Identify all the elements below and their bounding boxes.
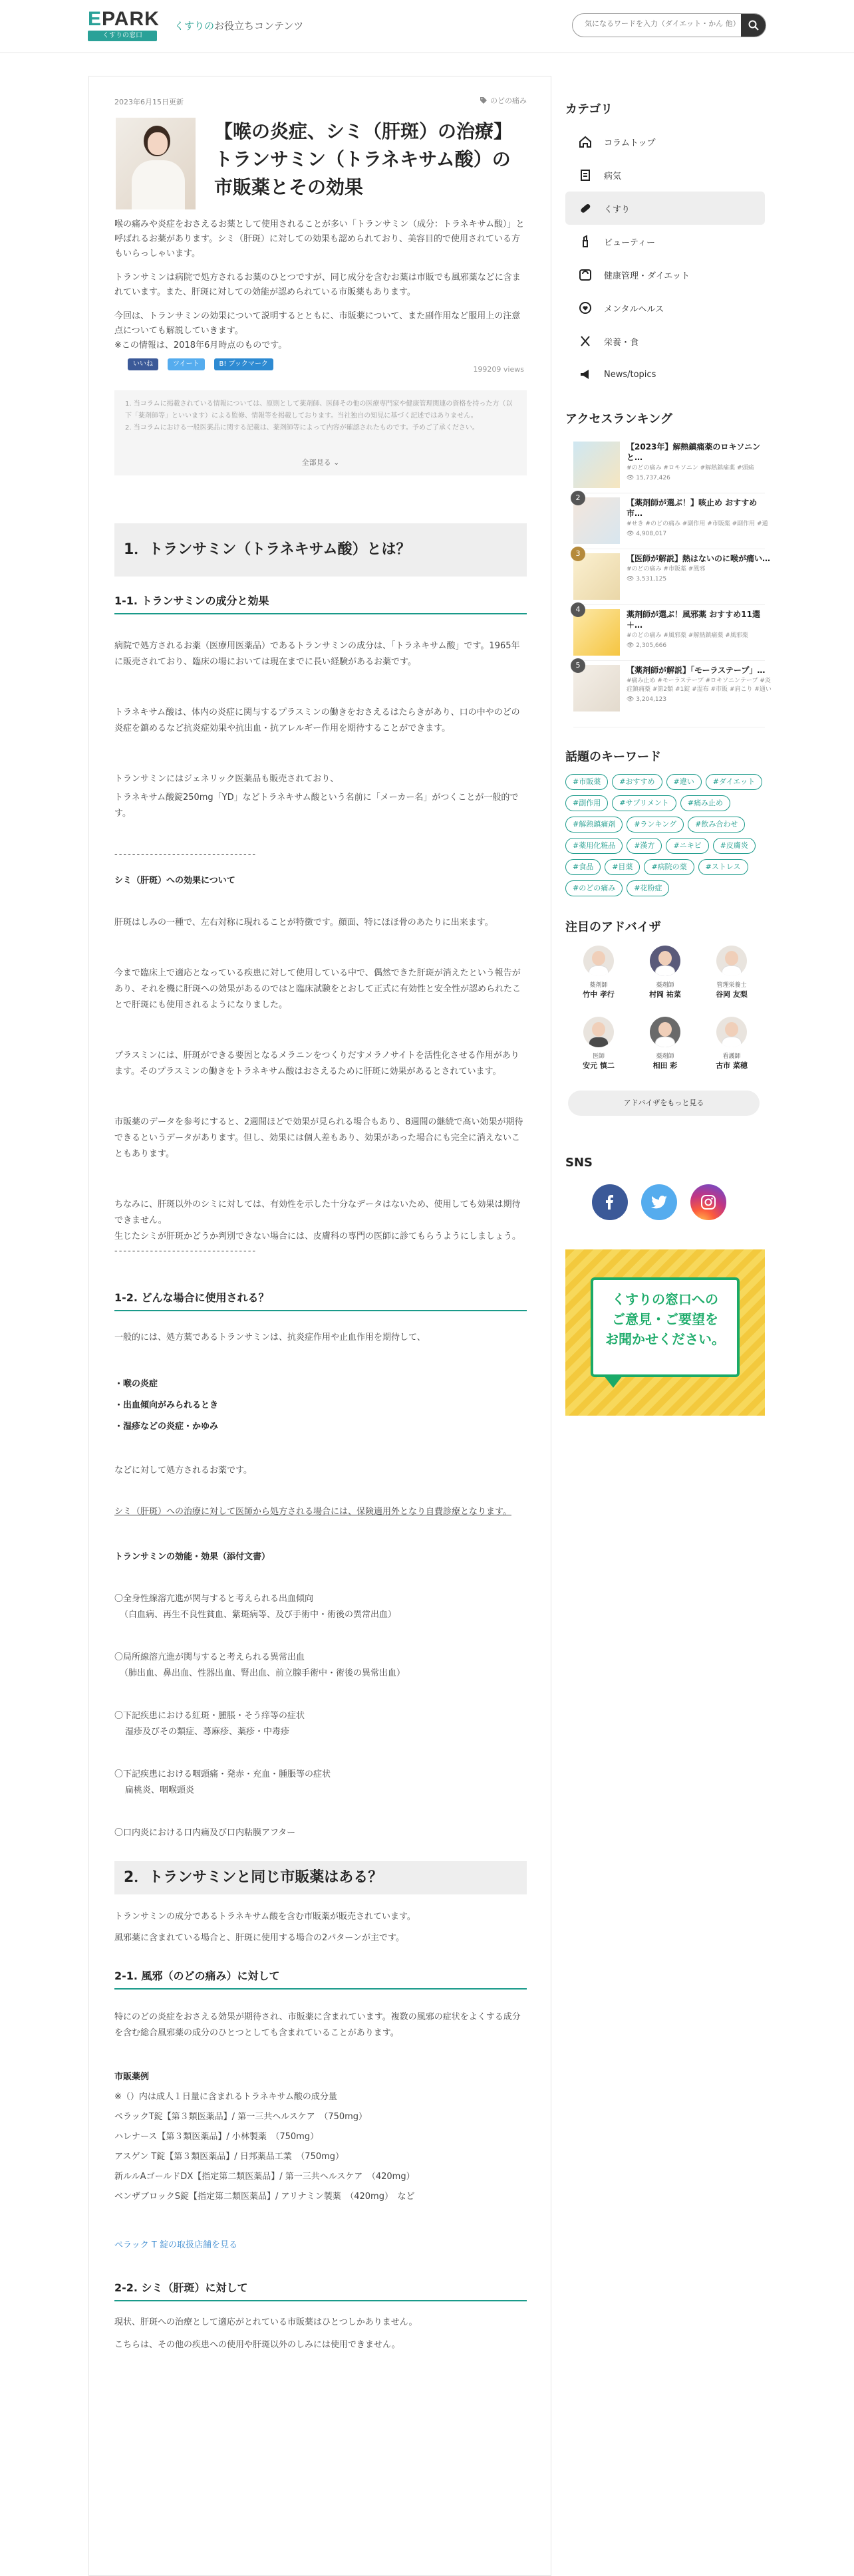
advisor-card[interactable]: 薬剤師 相田 彩 [632, 1017, 698, 1071]
advisor-card[interactable]: 薬剤師 村岡 祐菜 [632, 946, 698, 999]
ranking-title: アクセスランキング [565, 412, 672, 426]
intro-paragraph: トランサミンは病院で処方されるお薬のひとつですが、同じ成分を含むお薬は市販でも風邪薬などに含まれています。また、肝斑に対しての効能が認められている市販薬もあります。 [114, 273, 521, 297]
body-paragraph: 肝斑はしみの一種で、左右対称に現れることが特徴です。顔面、特にほほ骨のあたりに出来ます。 [114, 918, 494, 928]
keyword-tag[interactable]: #ランキング [627, 817, 684, 833]
facebook-icon[interactable] [592, 1184, 628, 1220]
keyword-tag[interactable]: #市販薬 [565, 774, 608, 790]
efficacy-item: 〇下記疾患における紅斑・腫脹・そう痒等の症状 [114, 1711, 305, 1721]
product-item: アスゲン T錠【第３類医薬品】/ 日邦薬品工業 （750mg） [114, 2152, 345, 2162]
rank-badge: 4 [571, 602, 585, 617]
keyword-tag[interactable]: #飲み合わせ [688, 817, 745, 833]
product-item: 新ルルAゴールドDX【指定第二類医薬品】/ 第一三共ヘルスケア （420mg） [114, 2172, 415, 2182]
section-heading: 1．トランサミン（トラネキサム酸）とは？ [114, 523, 527, 577]
subsection-heading: 1-1. トランサミンの成分と効果 [114, 592, 527, 614]
sns-links [592, 1184, 765, 1220]
note-text: ※（）内は成人１日量に含まれるトラネキサム酸の成分量 [114, 2092, 337, 2102]
keyword-tag[interactable]: #花粉症 [627, 880, 669, 896]
ranking-list [573, 438, 772, 727]
tweet-button[interactable]: ツイート [168, 358, 205, 370]
body-paragraph: 今まで臨床上で適応となっている疾患に対して使用している中で、偶然できた肝斑が消えたという報告があり、それを機に肝斑への効果があるのではと臨床試験をとおして正式に有効性と安全性が認められたことで肝斑にも使用されるようになりました。 [114, 968, 521, 1010]
efficacy-detail: （白血病、再生不良性貧血、紫斑病等、及び手術中・術後の異常出血） [120, 1610, 397, 1620]
body-paragraph: プラスミンには、肝斑ができる要因となるメラニンをつくりだすメラノサイトを活性化させる作用があります。そのプラスミンの働きをトラネキサム酸はおさえるために肝斑に効果があるとされています。 [114, 1051, 519, 1077]
category-title: カテゴリ [565, 102, 613, 116]
avatar [583, 1017, 614, 1047]
body-paragraph: 現状、肝斑への治療として適応がとれている市販薬はひとつしかありません。 [114, 2317, 418, 2327]
advisor-card[interactable]: 医師 安元 慎二 [565, 1017, 632, 1071]
disclaimer-text: 2. 当コラムにおける一般医薬品に関する記載は、薬剤師等によって内容が確認されたものです。予めご了承ください。 [125, 424, 479, 432]
efficacy-item: 〇局所線溶亢進が関与すると考えられる異常出血 [114, 1652, 305, 1662]
avatar [716, 946, 747, 976]
avatar [583, 946, 614, 976]
avatar [650, 1017, 680, 1047]
share-buttons [128, 358, 273, 370]
article-card [88, 76, 551, 2576]
body-paragraph: などに対して処方されるお薬です。 [114, 1466, 252, 1476]
keyword-title: 話題のキーワード [565, 750, 661, 764]
efficacy-item: 〇口内炎における口内痛及び口内粘膜アフター [114, 1828, 296, 1838]
intro-paragraph: 喉の痛みや炎症をおさえるお薬として使用されることが多い「トランサミン（成分：トラネキサム酸）」と呼ばれるお薬があります。シミ（肝斑）に対しての効果も認められており、美容目的で使用されている方もいらっしゃいます。 [114, 219, 525, 259]
like-button[interactable]: いいね [128, 358, 158, 370]
keyword-tag[interactable]: #のどの痛み [565, 880, 623, 896]
disclaimer-box [114, 390, 527, 475]
keyword-tag[interactable]: #目薬 [605, 859, 640, 875]
body-paragraph: 風邪薬に含まれている場合と、肝斑に使用する場合の2パターンが主です。 [114, 1933, 404, 1943]
rank-badge: 2 [571, 491, 585, 505]
search-input[interactable] [585, 19, 744, 28]
category-list [565, 125, 765, 391]
fork-knife-icon [579, 334, 592, 348]
article-thumbnail [116, 118, 196, 209]
rank-badge: 5 [571, 658, 585, 673]
keyword-tag[interactable]: #漢方 [627, 838, 662, 854]
article-title: 【喉の炎症、シミ（肝斑）の治療】トランサミン（トラネキサム酸）の市販薬とその効果 [214, 120, 513, 198]
body-paragraph: トランサミンにはジェネリック医薬品も販売されており、 [114, 774, 339, 784]
category-item-health[interactable]: 健康管理・ダイエット [565, 258, 765, 291]
subsection-heading: 2-2. シミ（肝斑）に対して [114, 2279, 527, 2301]
home-icon [579, 135, 592, 148]
body-paragraph: トランサミンの成分であるトラネキサム酸を含む市販薬が販売されています。 [114, 1912, 416, 1922]
pill-icon [579, 201, 592, 215]
product-item: ハレナース【第３類医薬品】/ 小林製薬 （750mg） [114, 2132, 319, 2142]
search-box [572, 13, 766, 37]
advisor-card[interactable]: 薬剤師 竹中 孝行 [565, 946, 632, 999]
category-tag[interactable]: のどの痛み [480, 95, 527, 106]
feedback-banner[interactable] [565, 1249, 765, 1416]
ranking-item[interactable]: 5 【薬剤師が解説】「モーラステープ」… #痛み止め #モーラステープ #ロキソニンテープ #炎症鎮痛薬 #第2類 #1錠 #湿布 #市販 #肩こり #通い 👁 3,204,123 [573, 661, 765, 727]
sidebar [565, 100, 772, 1416]
subsection-heading: 1-2. どんな場合に使用される？ [114, 1289, 527, 1311]
keyword-tag[interactable]: #違い [666, 774, 702, 790]
ranking-item[interactable]: 3 【医師が解説】熱はないのに喉が痛い… #のどの痛み #市販薬 #風邪 👁 3,531,125 [573, 549, 765, 605]
body-paragraph: 病院で処方されるお薬（医療用医薬品）であるトランサミンの成分は、「トラネキサム酸」です。1965年に販売されており、臨床の場においては現在までに長い経験があるお薬です。 [114, 641, 520, 667]
intro-paragraph: 今回は、トランサミンの効果について説明するとともに、市販薬について、また副作用など服用上の注意点についても解説していきます。 ※この情報は、2018年6月時点のものです。 [114, 311, 521, 350]
avatar [650, 946, 680, 976]
body-paragraph: こちらは、その他の疾患への使用や肝斑以外のしみには使用できません。 [114, 2340, 400, 2350]
ranking-thumbnail [573, 442, 620, 488]
keyword-tag[interactable]: #サプリメント [612, 795, 676, 811]
keyword-tag[interactable]: #皮膚炎 [713, 838, 756, 854]
site-tagline: くすりのお役立ちコンテンツ [174, 20, 304, 32]
instagram-icon[interactable] [690, 1184, 726, 1220]
bookmark-button[interactable]: B! ブックマーク [214, 358, 273, 370]
speech-bubble-tail [604, 1376, 623, 1388]
advisor-grid [565, 946, 765, 1071]
view-count: 199209 views [473, 365, 524, 374]
search-icon [748, 20, 759, 31]
list-item: ・喉の炎症 [114, 1379, 158, 1389]
update-date: 2023年6月15日更新 [114, 98, 184, 106]
category-item-top[interactable]: コラムトップ [565, 125, 765, 158]
product-item: ペラックT錠【第３類医薬品】/ 第一三共ヘルスケア （750mg） [114, 2112, 368, 2122]
chevron-down-icon: ⌄ [333, 458, 340, 467]
scale-icon [579, 268, 592, 281]
category-item-medicine[interactable]: くすり [565, 192, 765, 225]
sub-heading: シミ（肝斑）への効果について [114, 876, 235, 886]
site-header [0, 0, 854, 53]
advisor-title: 注目のアドバイザ [565, 920, 661, 934]
body-paragraph: 特にのどの炎症をおさえる効果が期待され、市販薬に含まれています。複数の風邪の症状をよくする成分を含む総合風邪薬の成分のひとつとしても含まれていることがあります。 [114, 2012, 521, 2038]
banner-text: くすりの窓口への ご意見・ご要望を お聞かせください。 [591, 1277, 740, 1377]
category-item-news[interactable]: News/topics [565, 358, 765, 391]
efficacy-detail: 湿疹及びその類症、蕁麻疹、薬疹・中毒疹 [125, 1727, 290, 1737]
keyword-tag[interactable]: #ストレス [698, 859, 748, 875]
advisor-card[interactable]: 管理栄養士 谷岡 友梨 [698, 946, 765, 999]
body-paragraph: 市販薬のデータを参考にすると、2週間ほどで効果が見られる場合もあり、8週間の継続で高い効果が期待できるというデータがあります。但し、効果には個人差もあり、効果があった場合にも完全に消えないこともあります。 [114, 1117, 523, 1159]
body-paragraph: シミ（肝斑）への治療に対して医師から処方される場合には、保険適用外となり自費診療となります。 [114, 1507, 511, 1517]
efficacy-detail: 扁桃炎、咽喉頭炎 [125, 1785, 195, 1795]
mental-health-icon [579, 301, 592, 315]
clipboard-icon [579, 168, 592, 182]
category-item-disease[interactable]: 病気 [565, 158, 765, 192]
efficacy-list [114, 1591, 527, 1841]
keyword-tag[interactable]: #解熱鎮痛剤 [565, 817, 623, 833]
body-paragraph: 一般的には、処方薬であるトランサミンは、抗炎症作用や止血作用を期待して、 [114, 1333, 426, 1343]
keyword-list [565, 774, 765, 896]
search-button[interactable] [741, 13, 766, 37]
category-item-food[interactable]: 栄養・食 [565, 324, 765, 358]
article-intro [114, 217, 527, 362]
see-all-button[interactable]: 全部見る ⌄ [114, 448, 527, 469]
divider: -------------------------------- [114, 1246, 257, 1256]
keyword-tag[interactable]: #食品 [565, 859, 601, 875]
sub-heading: トランサミンの効能・効果（添付文書） [114, 1552, 271, 1562]
rank-badge: 3 [571, 547, 585, 561]
keyword-tag[interactable]: #薬用化粧品 [565, 838, 623, 854]
megaphone-icon [579, 368, 592, 381]
section-heading: 2．トランサミンと同じ市販薬はある？ [114, 1861, 527, 1894]
ranking-item[interactable]: 4 薬剤師が選ぶ！風邪薬 おすすめ11選＋… #のどの痛み #風邪薬 #解熱鎮痛薬 #風邪薬 👁 2,305,666 [573, 605, 765, 661]
body-paragraph: トラネキサム酸は、体内の炎症に関与するプラスミンの働きをおさえるはたらきがあり、口の中やのどの炎症を鎮めるなど抗炎症効果や抗出血・抗アレルギー作用を期待することができます。 [114, 708, 520, 733]
body-paragraph: トラネキサム酸錠250mg「YD」などトラネキサム酸という名前に「メーカー名」がつくことが一般的です。 [114, 793, 519, 819]
body-paragraph: ちなみに、肝斑以外のシミに対しては、有効性を示した十分なデータはないため、使用しても効果は期待できません。 [114, 1200, 521, 1225]
efficacy-item: 〇下記疾患における咽頭痛・発赤・充血・腫脹等の症状 [114, 1769, 331, 1779]
product-item: ベンザブロックS錠【指定第二類医薬品】/ アリナミン製薬 （420mg） など [114, 2192, 415, 2202]
avatar [716, 1017, 747, 1047]
store-link[interactable]: ペラック T 錠の取扱店舗を見る [114, 2240, 237, 2250]
sns-title: SNS [565, 1156, 593, 1170]
subsection-heading: 2-1. 風邪（のどの痛み）に対して [114, 1968, 527, 1990]
category-item-beauty[interactable]: ビューティー [565, 225, 765, 258]
list-item: ・湿疹などの炎症・かゆみ [114, 1422, 219, 1432]
article-body [114, 523, 527, 2353]
lipstick-icon [579, 235, 592, 248]
keyword-tag[interactable]: #ダイエット [706, 774, 762, 790]
ranking-item[interactable]: 【2023年】解熱鎮痛薬のロキソニンと… #のどの痛み #ロキソニン #解熱鎮痛薬 #頭痛 👁 15,737,426 [573, 438, 765, 493]
divider: -------------------------------- [114, 850, 257, 860]
list-item: ・出血傾向がみられるとき [114, 1400, 219, 1410]
efficacy-detail: （肺出血、鼻出血、性器出血、腎出血、前立腺手術中・術後の異常出血） [120, 1668, 406, 1678]
tag-icon [480, 96, 488, 104]
keyword-tag[interactable]: #痛み止め [680, 795, 730, 811]
body-paragraph: 生じたシミが肝斑かどうか判別できない場合には、皮膚科の専門の医師に診てもらうようにしましょう。 [114, 1231, 521, 1241]
category-item-mental[interactable]: メンタルヘルス [565, 291, 765, 324]
disclaimer-text: 1. 当コラムに掲載されている情報については、原則として薬剤師、医師その他の医療専門家や健康管理関連の資格を持った方（以下「薬剤師等」といいます）による監修、情報等を掲載しております。当社独自の知見に基づく記述ではありません。 [125, 400, 513, 420]
ranking-item[interactable]: 2 【薬剤師が選ぶ！】咳止め おすすめ市… #せき #のどの痛み #副作用 #市販薬 #副作用 #通 👁 4,908,017 [573, 493, 765, 549]
keyword-tag[interactable]: #ニキビ [666, 838, 708, 854]
keyword-tag[interactable]: #病院の薬 [644, 859, 694, 875]
more-advisors-button[interactable]: アドバイザをもっと見る [568, 1091, 760, 1116]
twitter-icon[interactable] [641, 1184, 677, 1220]
efficacy-item: 〇全身性線溶亢進が関与すると考えられる出血傾向 [114, 1594, 314, 1604]
keyword-tag[interactable]: #おすすめ [612, 774, 662, 790]
sub-heading: 市販薬例 [114, 2072, 150, 2082]
advisor-card[interactable]: 看護師 古市 菜穂 [698, 1017, 765, 1071]
keyword-tag[interactable]: #副作用 [565, 795, 608, 811]
site-logo[interactable]: EPARK くすりの窓口 [88, 9, 157, 41]
